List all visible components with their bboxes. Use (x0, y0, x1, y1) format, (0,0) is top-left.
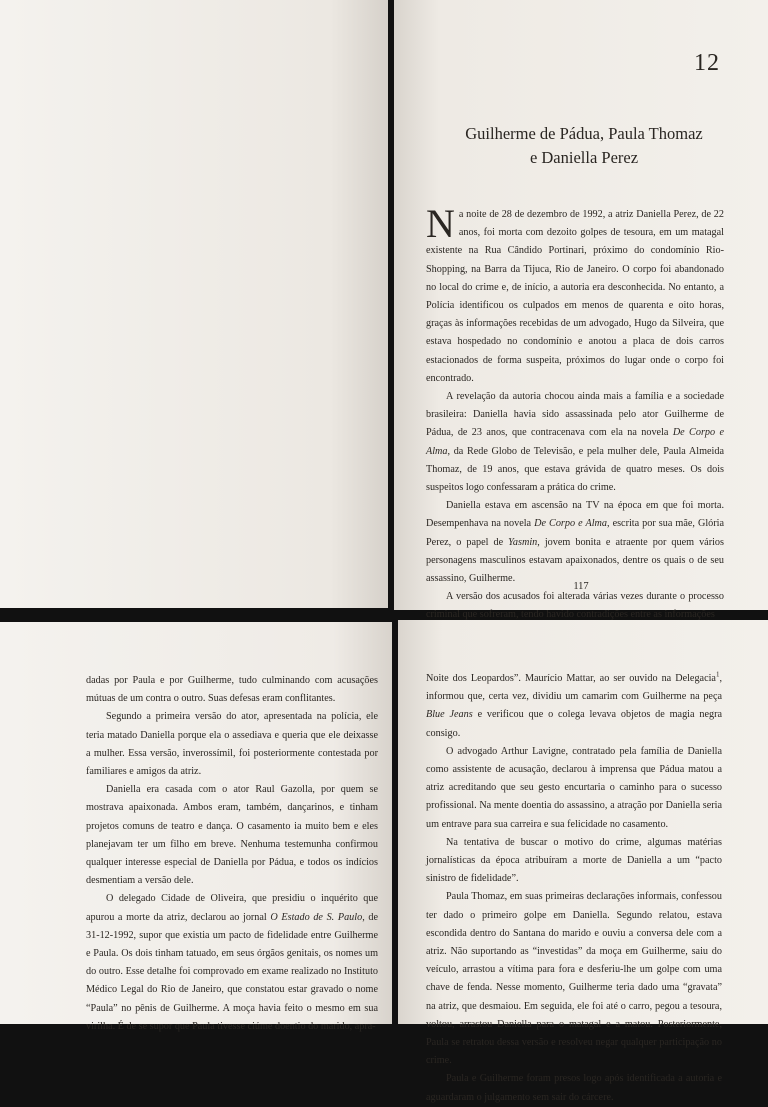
blank-page-top-left (0, 0, 388, 608)
paragraph-4 (86, 890, 378, 1036)
paragraph-3: Daniella era casada com o ator Raul Gazolla, por quem se mostrava apaixonada. Ambos eram, também, dançarinos, e tinham projetos comuns de teatro e dança. O casamento ia muito bem e eles planejavam ter um filho em breve. Nenhuma testemunha confirmou qualquer interesse especial de Daniella por Pádua, e todos os indícios desmentiam a versão dele. (86, 784, 378, 887)
text-run: , informou que, certa vez, dividiu um camarim com Guilherme na peça (426, 673, 722, 703)
text-run: , jovem bonita e atraente por quem vários personagens masculinos estavam apaixonados, dentre os quais o de seu assassino, Guilherme. (426, 536, 724, 585)
text-run: O delegado Cidade de Oliveira, que presidiu o inquérito que apurou a morte da atriz, declarou ao jornal (86, 893, 378, 923)
paragraph-1: dadas por Paula e por Guilherme, tudo culminando com acusações mútuas de um contra o outro. Suas defesas eram conflitantes. (86, 675, 378, 705)
body-text-right-bottom (426, 670, 722, 1107)
paragraph-1-text: a noite de 28 de dezembro de 1992, a atriz Daniella Perez, de 22 anos, foi morta com dezoito golpes de tesoura, em um matagal existente na Rua Cândido Portinari, próximo do condomínio Rio-Shopping, na Barra da Tijuca, Rio de Janeiro. O corpo foi abandonado no local do crime e, de início, a autoria era desconhecida. No entanto, a Polícia identificou os culpados em menos de quarenta e oito horas, graças às informações recebidas de um advogado, Hugo da Silveira, que estava hospedado no condomínio e anotou a placa de dois carros estacionados de forma suspeita, próximos do lugar onde o corpo foi encontrado. (426, 209, 724, 384)
text-run: e verificou que o colega levava objetos de magia negra consigo. (426, 709, 722, 739)
chapter-title-line-2: e Daniella Perez (529, 148, 639, 167)
paragraph-1 (426, 670, 722, 743)
chapter-title-line-1: Guilherme de Pádua, Paula Thomaz (465, 124, 703, 143)
page-117 (394, 0, 768, 621)
paragraph-4: Paula Thomaz, em suas primeiras declarações informais, confessou ter dado o primeiro golpe em Daniella. Segundo relatou, estava escondida dentro do Santana do marido e ouviu a conversa dele com a atriz. Não suportando as “investidas” da moça em Guilherme, saiu do veículo, arrastou a vítima para fora e desferiu-lhe um golpe com uma chave de fenda. Nesse momento, Guilherme teria dado uma “gravata” na atriz, que desmaiou. Em seguida, ele foi até o carro, pegou a tesoura, voltou, arrastou Daniella para o matagal e a matou. Posteriormente, Paula se retratou dessa versão e resolveu negar qualquer participação no crime. (426, 891, 722, 1067)
chapter-number: 12 (694, 50, 720, 76)
drop-cap: N (426, 201, 455, 246)
body-text-right-top (426, 201, 724, 625)
text-run: , de 31-12-1992, supor que existia um pacto de fidelidade entre Guilherme e Paula. Os dois tinham tatuado, em seus órgãos genitais, os nomes um do outro. Esse detalhe foi comprovado em exame realizado no Instituto Médico Legal do Rio de Janeiro, que constatou estar gravado o nome “Paula” no pênis de Guilherme. A moça havia feito o mesmo em sua virilha. É de se supor que Paula tivesse ciúme doentio do marido, apra- (86, 911, 379, 1032)
body-text-left-bottom (86, 672, 378, 1036)
play-title: Blue Jeans (426, 709, 473, 721)
paragraph-3: Na tentativa de buscar o motivo do crime, algumas matérias jornalísticas da época atribuíram a morte de Daniella a um “pacto sinistro de fidelidade”. (426, 836, 722, 885)
paragraph-2: O advogado Arthur Lavigne, contratado pela família de Daniella como assistente de acusação, declarou à imprensa que Pádua matou a atriz acreditando que seu gesto encurtaria o caminho para o sucesso profissional. Na mente doentia do assassino, a atração por Daniella seria um entrave para sua carreira e sua felicidade no casamento. (426, 745, 722, 830)
novel-title: De Corpo e Alma (426, 427, 724, 457)
chapter-title (434, 122, 734, 170)
paragraph-2: Segundo a primeira versão do ator, apresentada na polícia, ele teria matado Daniella porque ela o assediava e queria que ele deixasse a mulher. Essa versão, inverossímil, foi posteriormente contestada por familiares e amigos da atriz. (86, 711, 378, 778)
page-118 (0, 622, 392, 1032)
character-name: Yasmin (508, 536, 538, 548)
page-119 (398, 620, 768, 1103)
paragraph-1 (426, 201, 724, 388)
text-run: Noite dos Leopardos”. Maurício Mattar, ao ser ouvido na Delegacia (426, 673, 716, 684)
footnote-marker[interactable]: 1 (715, 670, 720, 679)
text-run: , escrita por sua mãe, Glória Perez, o papel de (426, 518, 724, 548)
paragraph-2 (426, 388, 724, 497)
paragraph-3 (426, 497, 724, 588)
paragraph-5: Paula e Guilherme foram presos logo após identificada a autoria e aguardaram o julgamento sem sair do cárcere. (426, 1073, 722, 1103)
newspaper-title: O Estado de S. Paulo (270, 911, 363, 923)
page-number: 117 (573, 581, 589, 592)
paragraph-4: A versão dos acusados foi alterada várias vezes durante o processo criminal que sofreram, tendo havido contradições entre as informações (426, 591, 724, 621)
text-run: , da Rede Globo de Televisão, e pela mulher dele, Paula Almeida Thomaz, de 19 anos, que estava grávida de quatro meses. Os dois suspeitos logo confessaram a prática do crime. (426, 445, 724, 494)
novel-title: De Corpo e Alma (534, 518, 607, 530)
text-run: A revelação da autoria chocou ainda mais a família e a sociedade brasileira: Daniella havia sido assassinada pelo ator Guilherme de Pádua, de 23 anos, que contracenava com ela na novela (426, 391, 724, 439)
text-run: Daniella estava em ascensão na TV na época em que foi morta. Desempenhava na novela (426, 500, 724, 530)
